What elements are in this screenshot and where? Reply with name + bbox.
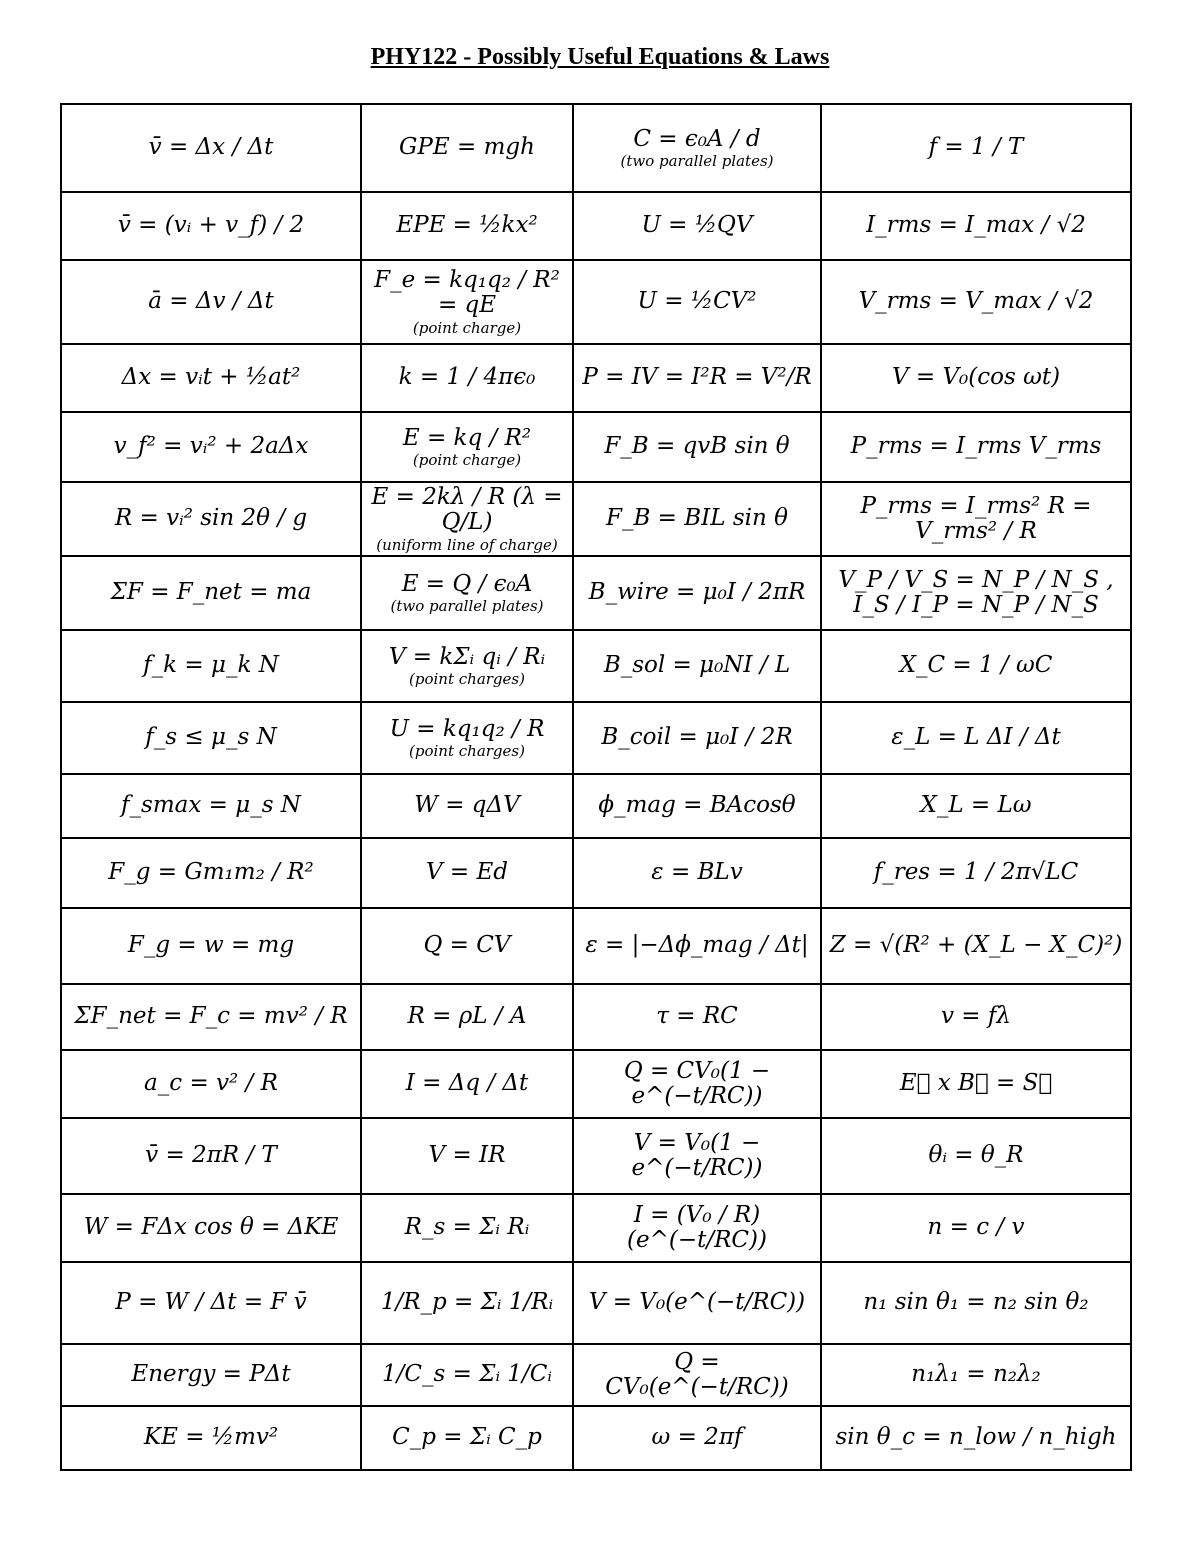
equation-text: B_sol = μ₀NI / L [603, 652, 791, 679]
equation-cell [821, 1406, 1131, 1470]
equation-cell [821, 838, 1131, 908]
equation-cell [61, 104, 361, 192]
equation-cell [61, 1118, 361, 1194]
equation-text: Energy = PΔt [131, 1361, 291, 1388]
table-row [61, 1344, 1131, 1406]
table-row [61, 192, 1131, 260]
equation-cell [61, 260, 361, 344]
equation-text: W = FΔx cos θ = ΔKE [83, 1214, 339, 1241]
equation-text: 1/C_s = Σᵢ 1/Cᵢ [382, 1361, 552, 1388]
equation-text: I = (V₀ / R)(e^(−t/RC)) [627, 1201, 767, 1253]
table-row [61, 1050, 1131, 1118]
equation-cell [61, 1050, 361, 1118]
equation-text: R_s = Σᵢ Rᵢ [404, 1214, 530, 1241]
equation-cell [573, 1194, 821, 1262]
equation-cell [573, 556, 821, 630]
equation-text: V = V₀(e^(−t/RC)) [588, 1289, 806, 1316]
equation-cell [821, 984, 1131, 1050]
table-row [61, 1118, 1131, 1194]
table-row [61, 482, 1131, 556]
equation-cell [361, 104, 573, 192]
equation-text: k = 1 / 4πϵ₀ [398, 364, 536, 391]
table-row [61, 1406, 1131, 1470]
equation-cell [573, 344, 821, 412]
equation-cell [821, 344, 1131, 412]
equation-cell [821, 1262, 1131, 1344]
equation-cell [361, 774, 573, 838]
table-row [61, 412, 1131, 482]
equation-cell [61, 1406, 361, 1470]
equation-text: I = Δq / Δt [405, 1070, 529, 1097]
equation-text: E⃗ x B⃗ = S⃗ [899, 1070, 1053, 1097]
equation-cell [61, 774, 361, 838]
equation-cell [573, 838, 821, 908]
equation-cell [61, 412, 361, 482]
equation-cell [361, 1194, 573, 1262]
table-row [61, 838, 1131, 908]
equation-cell [61, 984, 361, 1050]
equation-text: ε = |−Δϕ_mag / Δt| [585, 932, 809, 959]
equation-cell [361, 412, 573, 482]
equation-cell [573, 192, 821, 260]
equation-cell [61, 838, 361, 908]
page-title: PHY122 - Possibly Useful Equations & Laws [370, 44, 830, 70]
equation-cell [821, 1194, 1131, 1262]
equation-cell [61, 1262, 361, 1344]
equation-text: P = IV = I²R = V²/R [582, 364, 812, 391]
equation-text: τ = RC [656, 1003, 738, 1030]
table-row [61, 1194, 1131, 1262]
equation-cell [573, 412, 821, 482]
equation-cell [61, 556, 361, 630]
table-row [61, 702, 1131, 774]
equation-cell [361, 1262, 573, 1344]
equation-text: B_wire = μ₀I / 2πR [588, 579, 806, 606]
equation-text: f_k = μ_k N [143, 652, 279, 679]
equation-cell [361, 702, 573, 774]
equation-text: F_g = Gm₁m₂ / R² [108, 859, 314, 886]
equation-text: n₁λ₁ = n₂λ₂ [911, 1361, 1041, 1388]
equation-text: V = kΣᵢ qᵢ / Rᵢ [388, 643, 546, 670]
equation-cell [573, 260, 821, 344]
equation-cell [573, 774, 821, 838]
equation-text: E = 2kλ / R (λ = Q/L) [371, 483, 563, 536]
equation-text: v̄ = (vᵢ + v_f) / 2 [117, 212, 305, 239]
equation-text: U = ½QV [641, 212, 753, 239]
equation-text: V = V₀(cos ωt) [891, 364, 1061, 391]
equation-text: Q = CV₀(1 − e^(−t/RC)) [623, 1057, 771, 1109]
equation-text: C = ϵ₀A / d [633, 125, 761, 152]
equation-text: I_rms = I_max / √2 [866, 212, 1086, 239]
equation-cell [573, 1406, 821, 1470]
equation-cell [821, 260, 1131, 344]
equation-cell [573, 1050, 821, 1118]
equation-text: W = qΔV [414, 792, 520, 819]
equation-text: GPE = mgh [399, 134, 535, 161]
table-row [61, 260, 1131, 344]
equation-note: (point charge) [412, 450, 522, 469]
equation-cell [61, 1194, 361, 1262]
equation-cell [61, 702, 361, 774]
equation-text: f = 1 / T [928, 134, 1024, 161]
equation-text: C_p = Σᵢ C_p [392, 1424, 542, 1451]
equation-cell [61, 344, 361, 412]
equation-text: F_g = w = mg [127, 932, 295, 959]
equation-text: n₁ sin θ₁ = n₂ sin θ₂ [863, 1289, 1089, 1316]
equation-cell [361, 260, 573, 344]
table-row [61, 984, 1131, 1050]
equation-cell [821, 556, 1131, 630]
equation-cell [573, 104, 821, 192]
equation-text: sin θ_c = n_low / n_high [835, 1424, 1117, 1451]
equation-text: U = ½CV² [637, 288, 757, 315]
equation-text: Q = CV₀(e^(−t/RC)) [605, 1348, 789, 1400]
equation-cell [361, 344, 573, 412]
equation-text: f_res = 1 / 2π√LC [873, 859, 1079, 886]
equation-note: (point charges) [409, 669, 525, 688]
equation-cell [61, 192, 361, 260]
equation-cell [361, 1344, 573, 1406]
equation-text: v̄ = Δx / Δt [148, 134, 274, 161]
equation-text: ϕ_mag = BAcosθ [598, 792, 796, 819]
table-row [61, 774, 1131, 838]
equation-text: Z = √(R² + (X_L − X_C)²) [829, 932, 1123, 959]
equation-cell [821, 412, 1131, 482]
equation-cell [821, 482, 1131, 556]
equation-cell [361, 984, 573, 1050]
table-row [61, 344, 1131, 412]
equation-text: R = vᵢ² sin 2θ / g [114, 505, 308, 532]
equation-cell [361, 630, 573, 702]
equation-note: (point charges) [409, 741, 525, 760]
equation-text: EPE = ½kx² [396, 212, 538, 239]
equation-cell [821, 774, 1131, 838]
equation-cell [61, 1344, 361, 1406]
equation-note: (point charge) [412, 318, 522, 337]
equation-text: f_s ≤ μ_s N [145, 724, 277, 751]
equation-text: V_P / V_S = N_P / N_S , I_S / I_P = N_P / N_S [838, 566, 1114, 618]
equation-cell [361, 908, 573, 984]
table-row [61, 104, 1131, 192]
equation-cell [361, 482, 573, 556]
equation-cell [821, 1050, 1131, 1118]
equation-text: v = fλ [941, 1003, 1011, 1030]
equation-cell [573, 1262, 821, 1344]
equation-text: ω = 2πf [651, 1424, 743, 1451]
equation-cell [361, 838, 573, 908]
table-row [61, 556, 1131, 630]
equation-cell [573, 984, 821, 1050]
equation-cell [573, 702, 821, 774]
equation-text: ā = Δv / Δt [148, 288, 274, 315]
equation-text: ΣF_net = F_c = mv² / R [74, 1003, 348, 1030]
equation-cell [361, 1050, 573, 1118]
equation-cell [361, 1118, 573, 1194]
equation-text: V = Ed [425, 859, 509, 886]
equation-text: B_coil = μ₀I / 2R [601, 724, 793, 751]
equation-cell [573, 482, 821, 556]
equation-text: E = Q / ϵ₀A [401, 570, 533, 597]
equation-text: F_e = kq₁q₂ / R² = qE [374, 266, 560, 319]
equation-cell [61, 482, 361, 556]
equation-cell [61, 630, 361, 702]
equation-cell [821, 192, 1131, 260]
equation-cell [61, 908, 361, 984]
equation-note: (two parallel plates) [390, 596, 544, 615]
equation-note: (two parallel plates) [620, 151, 774, 170]
equation-text: KE = ½mv² [143, 1424, 279, 1451]
equation-text: F_B = BIL sin θ [606, 505, 788, 532]
equation-text: ε = BLv [651, 859, 743, 886]
equation-text: R = ρL / A [407, 1003, 527, 1030]
equation-note: (uniform line of charge) [376, 535, 558, 554]
equation-cell [821, 702, 1131, 774]
equation-cell [821, 104, 1131, 192]
equation-cell [573, 630, 821, 702]
equation-text: P_rms = I_rms² R = V_rms² / R [860, 492, 1092, 544]
equation-cell [573, 1344, 821, 1406]
equation-text: V_rms = V_max / √2 [858, 288, 1094, 315]
equation-text: f_smax = μ_s N [121, 792, 301, 819]
equation-text: F_B = qvB sin θ [604, 433, 790, 460]
equation-text: U = kq₁q₂ / R [389, 715, 545, 742]
table-row [61, 908, 1131, 984]
equation-cell [821, 908, 1131, 984]
table-row [61, 1262, 1131, 1344]
equation-text: 1/R_p = Σᵢ 1/Rᵢ [380, 1289, 554, 1316]
equation-text: X_L = Lω [920, 792, 1032, 819]
table-row [61, 630, 1131, 702]
equation-text: P_rms = I_rms V_rms [850, 433, 1102, 460]
equations-table [60, 103, 1132, 1471]
equation-text: ΣF = F_net = ma [110, 579, 312, 606]
equation-cell [573, 1118, 821, 1194]
equation-cell [821, 630, 1131, 702]
equation-text: Δx = vᵢt + ½at² [121, 364, 301, 391]
equation-cell [361, 1406, 573, 1470]
equation-text: X_C = 1 / ωC [899, 652, 1053, 679]
equation-cell [821, 1118, 1131, 1194]
equation-cell [573, 908, 821, 984]
equation-cell [821, 1344, 1131, 1406]
equation-text: a_c = v² / R [144, 1070, 278, 1097]
equation-text: v̄ = 2πR / T [145, 1142, 277, 1169]
equation-cell [361, 192, 573, 260]
equation-cell [361, 556, 573, 630]
equation-text: V = V₀(1 − e^(−t/RC)) [631, 1129, 763, 1181]
equation-text: θᵢ = θ_R [928, 1142, 1024, 1169]
equation-text: V = IR [428, 1142, 506, 1169]
equation-text: P = W / Δt = F v̄ [115, 1289, 307, 1316]
equation-text: E = kq / R² [402, 424, 532, 451]
equation-text: Q = CV [423, 932, 511, 959]
equation-text: v_f² = vᵢ² + 2aΔx [113, 433, 309, 460]
equation-text: ε_L = L ΔI / Δt [891, 724, 1061, 751]
equation-text: n = c / v [927, 1214, 1025, 1241]
